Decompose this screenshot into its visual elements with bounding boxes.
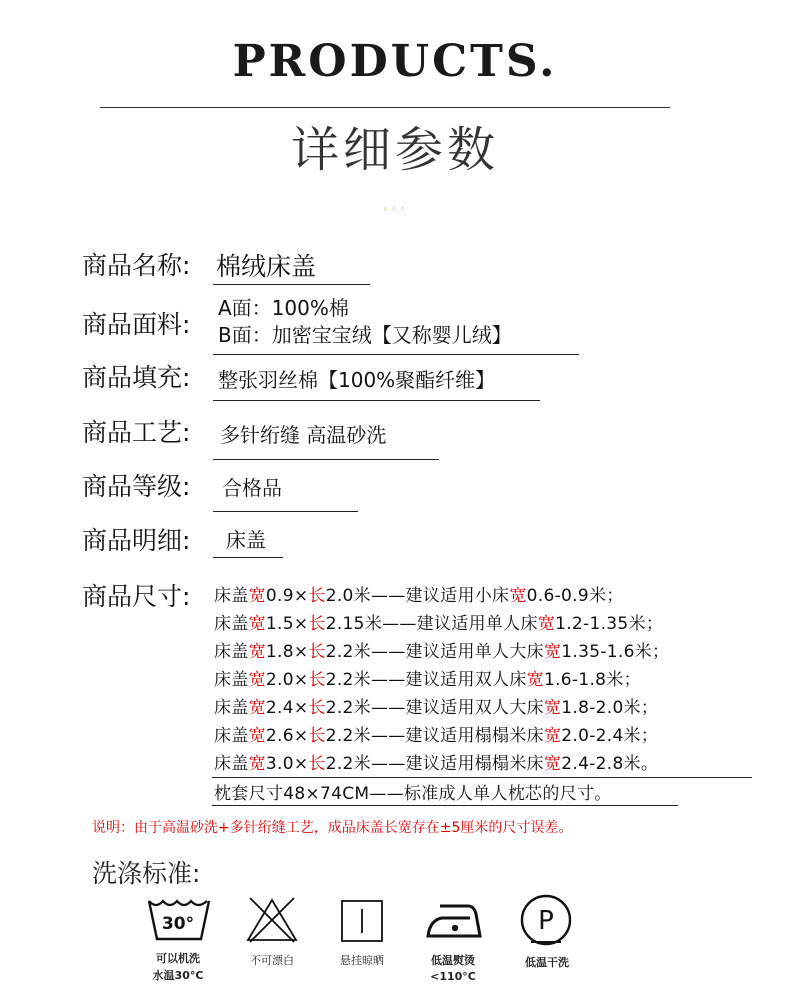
low-iron-temp: <110°C [430,970,476,983]
detail-value: 床盖 [226,528,266,552]
hang-dry-icon [340,899,384,943]
page-title-en: PRODUCTS. [232,36,558,87]
fabric-underline [213,354,579,355]
machine-wash-30-icon [146,895,212,945]
no-bleach-label: 不可漂白 [250,954,294,967]
grade-underline [213,511,358,512]
low-iron-icon [424,898,482,940]
size-underline [212,777,752,778]
grade-label: 商品等级: [82,472,191,501]
wash-label: 可以机洗 [156,952,200,965]
size-row: 床盖宽1.5×长2.15米——建议适用单人床宽1.2-1.35米； [214,614,664,634]
hang-dry-label: 悬挂晾晒 [340,954,384,967]
craft-underline [213,459,439,460]
header-divider [100,107,670,108]
fabric-value-a: A面：100%棉 [218,296,349,320]
pillow-underline [212,805,678,806]
size-row: 床盖宽2.0×长2.2米——建议适用双人床宽1.6-1.8米； [214,670,641,690]
craft-label: 商品工艺: [82,418,191,447]
filling-underline [213,400,540,401]
svg-text:P: P [538,906,554,936]
grade-value: 合格品 [222,476,282,500]
wash-label-temp: 水温30°C [152,969,204,982]
page-title-zh: 详细参数 [290,122,499,178]
craft-value: 多针绗缝 高温砂洗 [220,423,387,447]
size-label: 商品尺寸: [82,582,191,611]
dry-clean-p-icon [519,893,573,947]
pillow-size: 枕套尺寸48×74CM——标准成人单人枕芯的尺寸。 [214,784,612,804]
filling-label: 商品填充: [82,363,191,392]
fabric-label: 商品面料: [82,310,191,339]
size-note: 说明：由于高温砂洗+多针绗缝工艺，成品床盖长宽存在±5厘米的尺寸误差。 [92,820,573,836]
size-row: 床盖宽0.9×长2.0米——建议适用小床宽0.6-0.9米； [214,586,624,606]
size-row: 床盖宽2.4×长2.2米——建议适用双人大床宽1.8-2.0米； [214,698,659,718]
low-iron-label: 低温熨烫 [431,954,475,967]
svg-text:30°: 30° [161,914,195,934]
name-label: 商品名称: [82,251,191,280]
size-row: 床盖宽1.8×长2.2米——建议适用单人大床宽1.35-1.6米； [214,642,670,662]
filling-value: 整张羽丝棉【100%聚酯纤维】 [218,368,496,392]
decorative-dots: ◦◦◦ [382,203,408,216]
size-row: 床盖宽3.0×长2.2米——建议适用榻榻米床宽2.4-2.8米。 [214,754,659,774]
detail-label: 商品明细: [82,526,191,555]
size-row: 床盖宽2.6×长2.2米——建议适用榻榻米床宽2.0-2.4米； [214,726,659,746]
dry-clean-label: 低温干洗 [525,956,569,969]
fabric-value-b: B面：加密宝宝绒【又称婴儿绒】 [218,323,512,347]
name-underline [213,284,370,285]
wash-title: 洗涤标准: [92,859,201,888]
name-value: 棉绒床盖 [216,252,317,281]
detail-underline [213,557,283,558]
no-bleach-icon [244,896,300,944]
